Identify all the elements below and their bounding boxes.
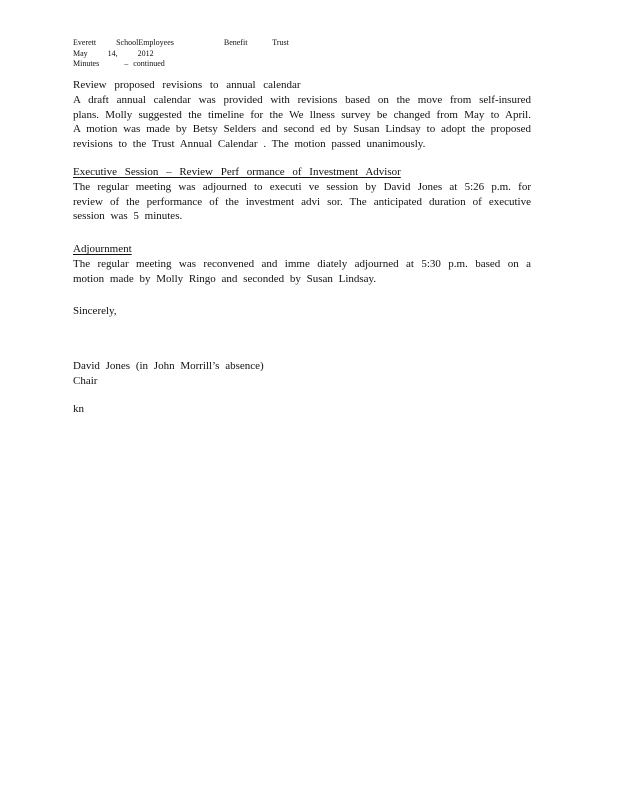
section-heading: Review proposed revisions to annual calendar bbox=[73, 79, 301, 91]
section-body: The regular meeting was adjourned to executi ve session by David Jones at 5:26 p.m. for review of the performance of the investment advi sor. The anticipated duration of executive session was 5 minutes. bbox=[73, 181, 531, 222]
section-body: A draft annual calendar was provided with revisions based on the move from self-insured plans. Molly suggested the timeline for the We llness survey be changed from May to April. A motion was made by Betsy Selders and second ed by Susan Lindsay to adopt the proposed revisions to the Trust Annual Calendar . The motion passed unanimously. bbox=[73, 94, 531, 150]
salutation: Sincerely, bbox=[73, 305, 117, 317]
section-body: The regular meeting was reconvened and imme diately adjourned at 5:30 p.m. based on a motion made by Molly Ringo and seconded by Susan Lindsay. bbox=[73, 258, 531, 285]
header-organization: Everett SchoolEmployees Benefit Trust bbox=[73, 38, 289, 47]
section-adjournment bbox=[73, 242, 531, 286]
section-heading: Executive Session – Review Perf ormance of Investment Advisor bbox=[73, 166, 401, 178]
section-heading: Adjournment bbox=[73, 243, 132, 255]
typist-initials-block bbox=[73, 402, 531, 417]
header-subtitle: Minutes – continued bbox=[73, 59, 165, 68]
section-executive-session bbox=[73, 165, 531, 224]
header-date: May 14, 2012 bbox=[73, 48, 154, 58]
signature-block bbox=[73, 359, 531, 388]
section-review-calendar bbox=[73, 78, 531, 151]
closing-block bbox=[73, 304, 531, 319]
signer-title: Chair bbox=[73, 374, 98, 387]
document-header bbox=[73, 38, 289, 70]
typist-initials: kn bbox=[73, 403, 84, 415]
signer-name: David Jones (in John Morrill’s absence) bbox=[73, 360, 264, 372]
